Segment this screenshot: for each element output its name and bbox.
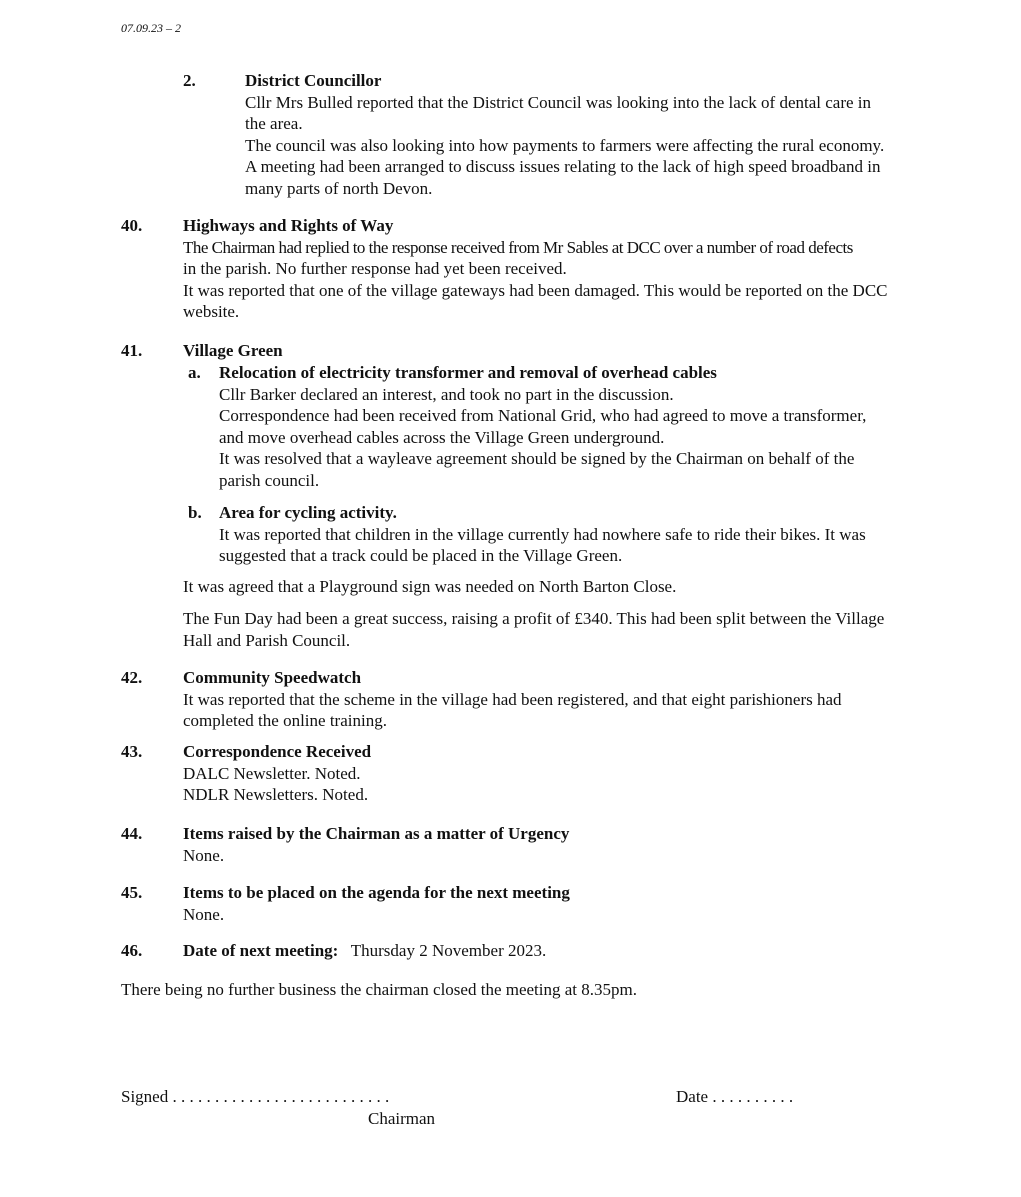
signature-line: Signed . . . . . . . . . . . . . . . . . . . . . . . . . . [121,1087,390,1106]
section-title: Items raised by the Chairman as a matter of Urgency [183,824,570,843]
closing-statement: There being no further business the chairman closed the meeting at 8.35pm. [121,980,637,999]
section-number: 42. [121,668,143,687]
signatory-role: Chairman [368,1109,436,1128]
text-line: Cllr Barker declared an interest, and took no part in the discussion. [219,384,674,404]
section-urgency [183,823,983,866]
section-title: Village Green [183,341,283,360]
section-title: Community Speedwatch [183,668,362,687]
text-line: NDLR Newsletters. Noted. [183,785,369,804]
fun-day-paragraph [183,608,983,651]
text-line: parish council. [219,470,320,490]
text-line: None. [183,845,225,865]
text-line: It was agreed that a Playground sign was needed on North Barton Close. [183,577,677,596]
item-number: 2. [183,71,196,90]
section-highways [183,215,1003,323]
section-title: District Councillor [245,71,382,90]
subsection-title: Area for cycling activity. [219,503,397,522]
section-next-meeting [183,940,983,962]
text-line: It was reported that the scheme in the village had been registered, and that eight parishioners had [183,689,842,709]
date-line: Date . . . . . . . . . . [676,1087,794,1106]
text-line: website. [183,302,240,321]
section-title: Highways and Rights of Way [183,216,394,235]
section-number: 44. [121,824,143,843]
text-line: It was reported that children in the village currently had nowhere safe to ride their bikes. It was [219,524,866,544]
section-number: 46. [121,941,143,960]
text-line: The council was also looking into how payments to farmers were affecting the rural economy. [245,135,885,155]
subsection-transformer [219,362,979,491]
text-line: DALC Newsletter. Noted. [183,763,361,783]
text-line: and move overhead cables across the Village Green underground. [219,427,665,447]
section-district-councillor [245,70,985,199]
section-title: Date of next meeting: [183,941,339,960]
text-line: Hall and Parish Council. [183,630,351,650]
section-title: Correspondence Received [183,742,372,761]
text-line: A meeting had been arranged to discuss issues relating to the lack of high speed broadband in [245,157,881,176]
subsection-title: Relocation of electricity transformer and removal of overhead cables [219,363,717,382]
text-line: The Chairman had replied to the response received from Mr Sables at DCC over a number of road defects [183,237,853,257]
section-number: 43. [121,742,143,761]
section-number: 41. [121,341,143,360]
text-line: many parts of north Devon. [245,178,433,198]
text-line: in the parish. No further response had yet been received. [183,259,567,278]
text-line: It was resolved that a wayleave agreement should be signed by the Chairman on behalf of the [219,449,855,468]
section-speedwatch [183,667,983,732]
section-correspondence [183,741,983,806]
section-village-green [183,340,983,362]
subsection-letter: a. [188,363,201,382]
page-reference: 07.09.23 – 2 [121,21,181,35]
section-number: 40. [121,216,143,235]
text-line: completed the online training. [183,711,387,730]
playground-sign-paragraph [183,576,983,598]
text-line: Cllr Mrs Bulled reported that the District Council was looking into the lack of dental care in [245,92,872,112]
next-meeting-date: Thursday 2 November 2023. [350,941,547,960]
text-line: suggested that a track could be placed in the Village Green. [219,546,623,565]
text-line: It was reported that one of the village gateways had been damaged. This would be reported on the DCC [183,280,888,300]
subsection-cycling [219,502,979,567]
section-title: Items to be placed on the agenda for the next meeting [183,883,570,902]
text-line: The Fun Day had been a great success, raising a profit of £340. This had been split between the Village [183,609,885,628]
text-line: None. [183,904,225,924]
subsection-letter: b. [188,503,202,522]
section-next-agenda [183,882,983,925]
section-number: 45. [121,883,143,902]
text-line: Correspondence had been received from National Grid, who had agreed to move a transformer, [219,406,867,425]
text-line: the area. [245,114,303,133]
